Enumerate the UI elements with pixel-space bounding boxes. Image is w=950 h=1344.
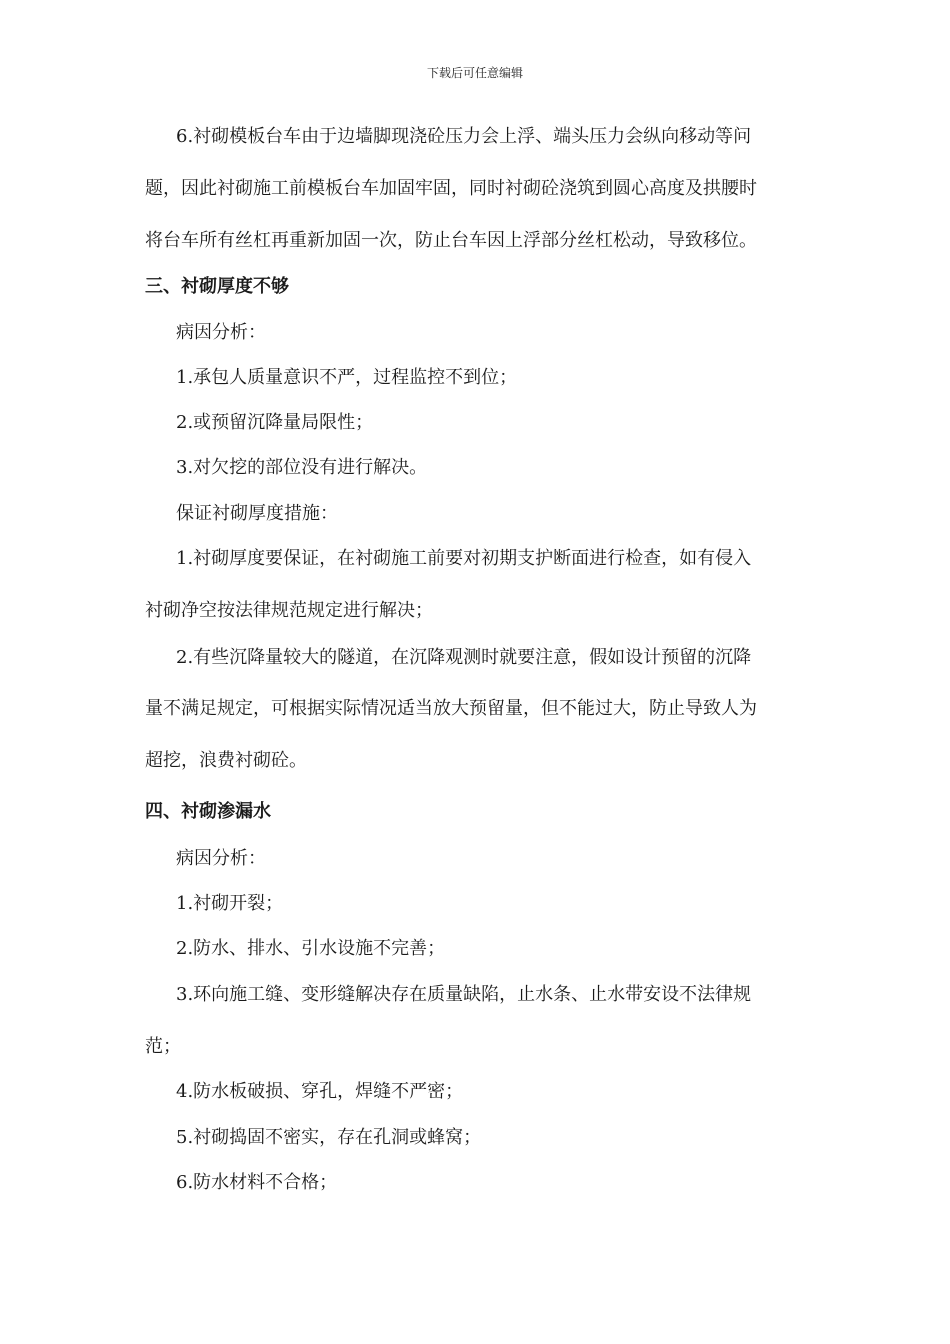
paragraph-line: 量不满足规定，可根据实际情况适当放大预留量，但不能过大，防止导致人为 (145, 698, 757, 719)
list-item: 2.防水、排水、引水设施不完善； (176, 938, 446, 959)
paragraph-line: 衬砌净空按法律规范规定进行解决； (145, 600, 433, 621)
list-item: 2.或预留沉降量局限性； (176, 412, 374, 433)
paragraph-line: 病因分析： (176, 322, 266, 343)
list-item: 2.有些沉降量较大的隧道，在沉降观测时就要注意，假如设计预留的沉降 (176, 647, 752, 668)
list-item: 5.衬砌捣固不密实，存在孔洞或蜂窝； (176, 1127, 482, 1148)
list-item: 1.衬砌厚度要保证，在衬砌施工前要对初期支护断面进行检查，如有侵入 (176, 548, 752, 569)
section-heading: 三、衬砌厚度不够 (145, 276, 289, 297)
paragraph-line: 保证衬砌厚度措施： (176, 503, 338, 524)
list-item: 3.环向施工缝、变形缝解决存在质量缺陷，止水条、止水带安设不法律规 (176, 984, 752, 1005)
paragraph-line: 题，因此衬砌施工前模板台车加固牢固，同时衬砌砼浇筑到圆心高度及拱腰时 (145, 178, 757, 199)
list-item: 6.防水材料不合格； (176, 1172, 338, 1193)
paragraph-line: 病因分析： (176, 848, 266, 869)
paragraph-line: 将台车所有丝杠再重新加固一次，防止台车因上浮部分丝杠松动，导致移位。 (145, 230, 757, 251)
page-header: 下载后可任意编辑 (426, 66, 523, 80)
list-item: 1.承包人质量意识不严，过程监控不到位； (176, 367, 518, 388)
paragraph-line: 超挖，浪费衬砌砼。 (145, 750, 307, 771)
list-item: 3.对欠挖的部位没有进行解决。 (176, 457, 428, 478)
list-item: 4.防水板破损、穿孔，焊缝不严密； (176, 1081, 464, 1102)
paragraph-line: 范； (145, 1036, 181, 1057)
section-heading: 四、衬砌渗漏水 (145, 801, 271, 822)
list-item: 1.衬砌开裂； (176, 893, 284, 914)
paragraph-line: 6.衬砌模板台车由于边墙脚现浇砼压力会上浮、端头压力会纵向移动等问 (176, 126, 752, 147)
